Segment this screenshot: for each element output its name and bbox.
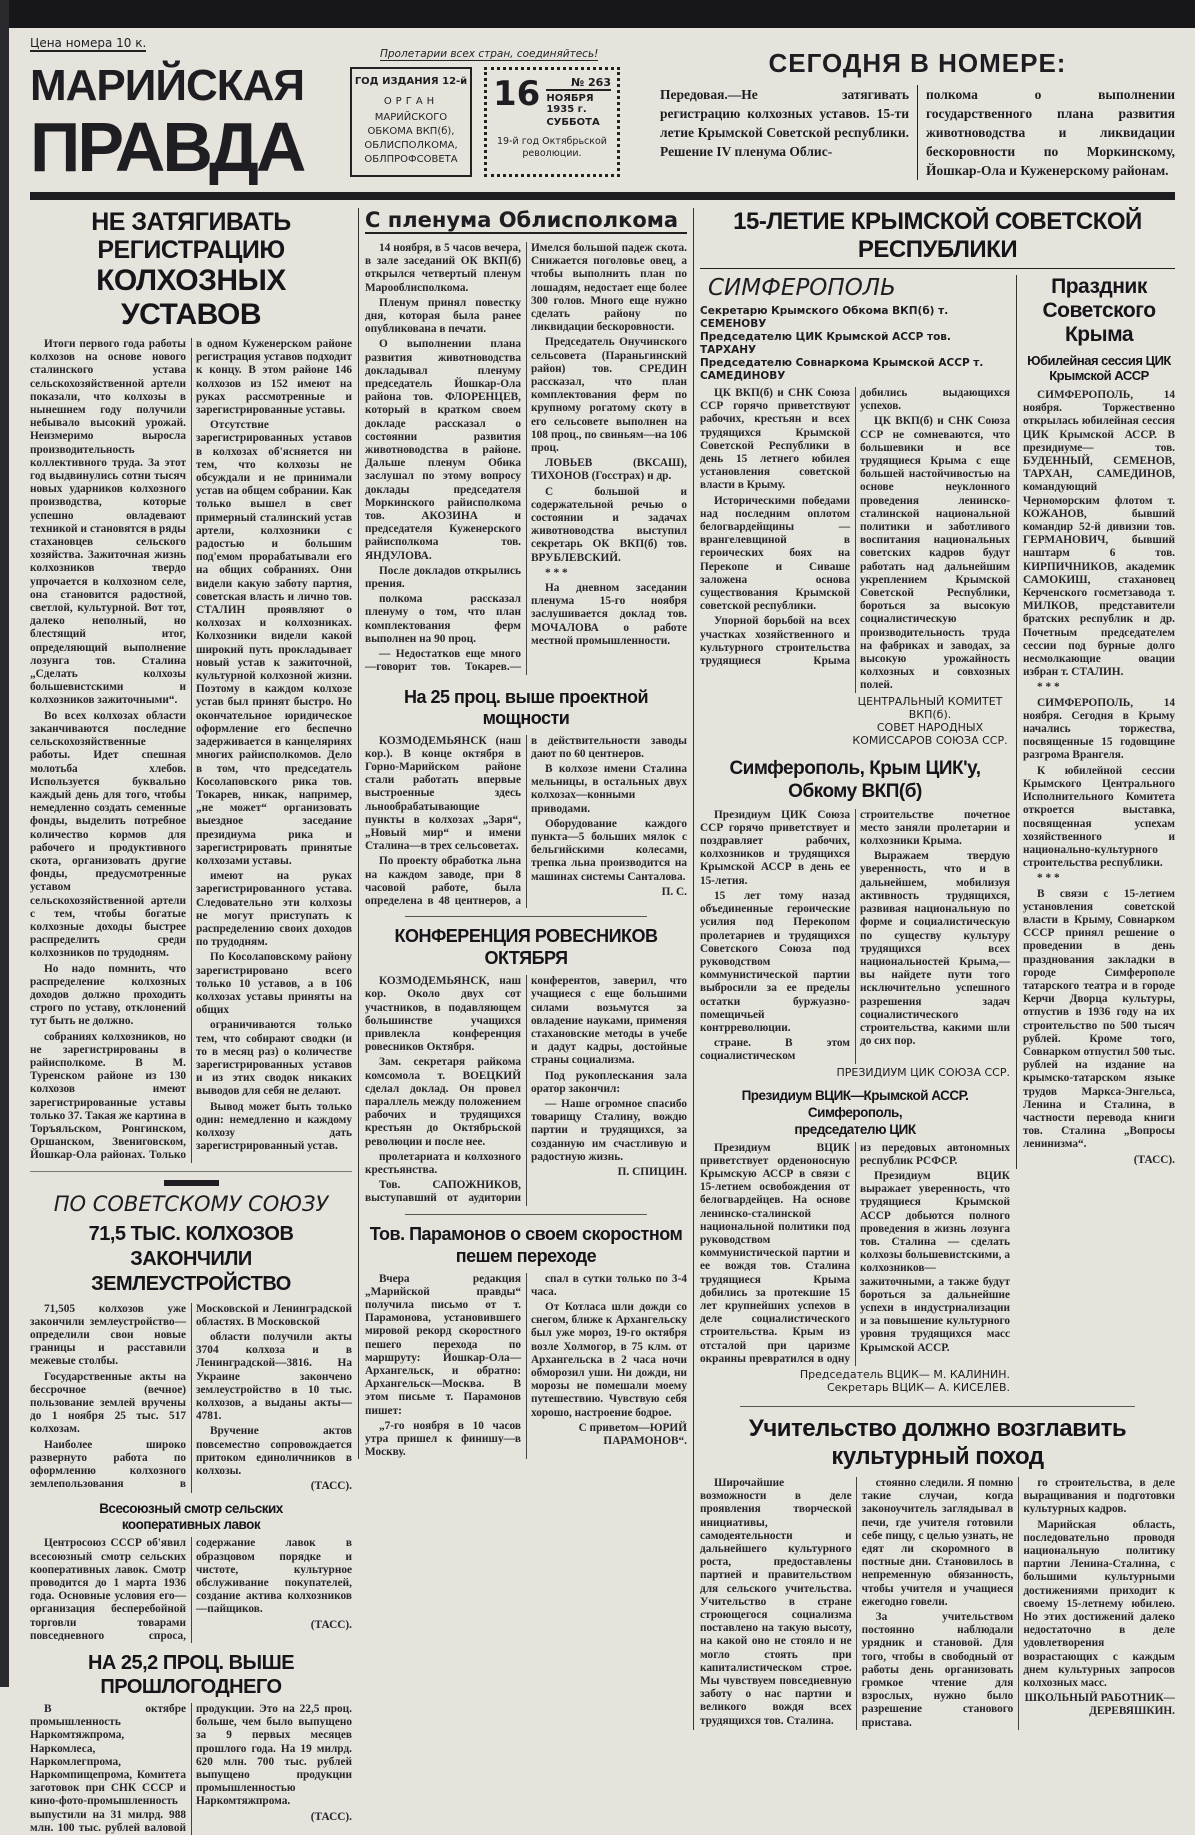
capacity-headline — [365, 687, 687, 729]
paragraph: КОЗМОДЕМЬЯНСК (наш кор.). В конце октября в Горно-Марийском районе стали работать впервые выстроенные здесь льнообрабатывающие пункты в колхозах „Заря“, „Новый мир“ и имени Сталина—в трех сельсоветах. — [365, 734, 521, 853]
ussr-body — [30, 1303, 352, 1494]
paragraph: Государственные акты на бессрочное (вечное) пользование землей вручены до 1 ноября 25 тыс. 517 колхозам. — [30, 1370, 186, 1436]
organ-of: МАРИЙСКОГО ОБКОМА ВКП(б), ОБЛИСПОЛКОМА, ОБЛПРОФСОВЕТА — [364, 112, 458, 165]
paragraph: Президиум ЦИК Союза ССР горячо приветствует и поздравляет рабочих, колхозников и трудящихся Крымской АССР в день ее 15-летия. — [700, 808, 850, 887]
ussr-title2: ЗАКОНЧИЛИ ЗЕМЛЕУСТРОЙСТВО — [91, 1247, 291, 1295]
paragraph: В связи с 15-летием установления советской власти в Крыму, Совнарком СССР принял решение о проведении в день празднования закладки в городе Симферополе татарского театра и в городе Керчи Дворца культуры, отпустив в 1936 году на их строительство по 500 тысяч рублей. Кроме того, Совнарком отпустил 500 тыс. рублей на издание на крымско-татарском языке трудов Маркса-Энгельса, Ленина и Сталина, в частности перевода книги тов. Сталина „Вопросы ленинизма“. — [1023, 887, 1175, 1151]
paragraph: 14 ноября, в 5 часов вечера, в зале заседаний ОК ВКП(б) открылся четвертый пленум Марооблисполкома. — [365, 242, 521, 294]
shops-title1: Всесоюзный смотр сельских — [99, 1501, 283, 1517]
masthead-boxes — [350, 67, 640, 177]
date-row — [493, 76, 611, 128]
paragraph: Зам. секретаря райкома комсомола т. ВОЕЦКИЙ сделал доклад. Он провел параллель между положением рабочих и трудящихся крестьян до Октябрьской революции и после нее. — [365, 1056, 521, 1148]
paragraph: Оборудование каждого пункта—5 больших мялок с бельгийскими колесами, трепка льна производится на машинах системы Санталова. — [531, 817, 687, 883]
signature-kalinin: Председатель ВЦИК— М. КАЛИНИН. — [799, 1367, 1010, 1381]
addressee: Секретарю Крымского Обкома ВКП(б) т. СЕМЕНОВУ — [700, 305, 949, 330]
editorial-headline — [30, 208, 352, 332]
paragraph: Во всех колхозах области заканчиваются последние сельскохозяйственные работы. Идет спешная молотьба хлебов. Используется буквально каждый день для того, чтобы немедленно создать семенные фонды, выделить потребное количество кормов для рабочего и продуктивного скота, организовать другие фонды, предусмотренные уставом сельскохозяйственной артели с тем, чтобы богатые колхозные доходы быстрее распределить среди колхозников по трудодням. — [30, 709, 186, 960]
cik-title1: Симферополь, Крым ЦИК'у, — [729, 757, 981, 779]
issue-number: № 263 — [546, 76, 611, 91]
paragraph: Выражаем твердую уверенность, что и в дальнейшем, мобилизуя активность трудящихся, развивая национальную по форме и социалистическую по существу культуру трудящихся всех национальностей Крыма,—вы найдете пути того исключительно успешного разрешения задач социалистического строительства, какими шли до сих пор. — [860, 850, 1010, 1048]
cik-headline — [700, 757, 1010, 803]
paragraph: На дневном заседании пленума 15-го ноября заслушивается доклад тов. МОЧАЛОВА о работе местной промышленности. — [531, 582, 687, 647]
holiday-subtitle: Юбилейная сессия ЦИК Крымской АССР — [1027, 353, 1171, 383]
vcik-headline — [700, 1087, 1010, 1138]
paragraph: ограничиваются только тем, что собирают сводки (и то в месяц раз) о количестве зарегистрированных уставов и из этих сводок никаких выводов для себя не делают. — [196, 1019, 352, 1098]
signature-cc: ЦЕНТРАЛЬНЫЙ КОМИТЕТ ВКП(б). — [857, 694, 1003, 721]
contents-columns — [660, 85, 1175, 180]
right-column — [693, 208, 1175, 1730]
paragraph: — Недостатков еще много —говорит тов. Токарев.— Имелся большой падеж скота. Снижается поголовье овец, а чтобы выполнить план по лошадям, недостает еще более 300 голов. Много еще нужно сделать району по ликвидации бескоровности. — [365, 242, 687, 674]
date-month-year: НОЯБРЯ 1935 г. — [546, 93, 594, 115]
paragraph: После докладов открылись прения. — [365, 564, 521, 591]
editorial-title2: КОЛХОЗНЫХ УСТАВОВ — [96, 264, 286, 331]
capacity-title1: На 25 проц. выше проектной — [403, 686, 649, 707]
masthead-logo-text2: ПРАВДА — [30, 108, 304, 186]
paragraph: го строительства, в деле выращивания и подготовки культурных кадров. — [1023, 1476, 1175, 1516]
year-of-publication: ГОД ИЗДАНИЯ 12-й — [354, 76, 468, 87]
paragraph: Широчайшие возможности в деле проявления творческой инициативы, самодеятельности и дальнейшего культурного роста, предоставлены партией и правительством для сельского учительства. Учительство в стране строющегося социализма поставлено на такую высоту, на какой оно не стояло и не могло стоять при капиталистическом строе. Мы чувствуем повседневную заботу о нас партии и великого вождя всех трудящихся тов. Сталина. — [700, 1476, 852, 1727]
signature-snk: СОВЕТ НАРОДНЫХ КОМИССАРОВ СОЮЗА ССР. — [852, 720, 1008, 747]
paragraph: СИМФЕРОПОЛЬ, 14 ноября. Торжественно открылась юбилейная сессия ЦИК Крымской АССР. В президиуме— тов. БУДЕННЫЙ, СЕМЕНОВ, ТАРХАН, САМЕДИНОВ, командующий Черноморским флотом т. КОЖАНОВ, бывший командир 52-й дивизии тов. ГЕРМАНОВИЧ, бывший наштарм 6 тов. КИРПИЧНИКОВ, академик САМОКИШ, стахановец Керченского госметзавода т. МИЛКОВ, представители братских республик и др. Почетным председателем сессии под бурные долго несмолкающие овации избран т. СТАЛИН. — [1023, 389, 1175, 679]
teachers-headline: Учительство должно возглавить культурный поход — [748, 1414, 1127, 1470]
paramonov-body — [365, 1273, 687, 1460]
conference-body — [365, 975, 687, 1205]
masthead — [30, 34, 1175, 184]
signature: (ТАСС). — [310, 1480, 352, 1493]
paragraph: ЦК ВКП(б) и СНК Союза ССР горячо приветствуют рабочих, крестьян и всех трудящихся Крымской Советской Республики в день 15 летнего юбилея установления советской власти в Крыму. — [700, 387, 850, 492]
price: Цена номера 10 к. — [30, 36, 147, 50]
ussr-title1: 71,5 ТЫС. КОЛХОЗОВ — [88, 1222, 294, 1245]
paragraph: От Котласа шли дожди со снегом, ближе к Архангельску был уже мороз, 19-го октября возле Холмогор, в 75 клм. от Архангельска в 2 часа ночи обморозил уши. Ни дожди, ни морозы не помешали моему путешествию. Чувствую себя хорошо, настроение бодрое. — [531, 1301, 687, 1419]
paragraph: ЛОВЬЕВ (ВКСАШ), ТИХОНОВ (Госстрах) и др. — [531, 457, 687, 483]
organ-label: ОРГАН — [383, 96, 439, 107]
contents-box — [660, 34, 1175, 180]
crimea-addressees — [700, 305, 1010, 383]
paragraph: области получили акты 3704 колхоза и в Ленинградской—3816. На Украине закончено землеустройство в 10 тыс. колхозов, а выданы акты—4781. — [196, 1331, 352, 1423]
left-column — [30, 208, 352, 1835]
section-rule — [405, 1214, 647, 1215]
masthead-logo-text1: МАРИЙСКАЯ — [30, 61, 305, 110]
shops-title2: кооперативных лавок — [121, 1517, 261, 1533]
paragraph: Президиум ВЦИК выражает уверенность, что трудящиеся Крымской АССР добьются полного проведения в жизнь лозунга тов. Сталина — сделать колхозы большевистскими, а колхозников—зажиточными, а также будут бороться за дальнейшие успехи в индустриализации и за повышение культурного уровня трудящихся масс Крымской АССР. — [860, 1169, 1010, 1354]
capacity-title2: мощности — [482, 707, 570, 728]
cik-body — [700, 809, 1010, 1064]
middle-column — [358, 208, 687, 1459]
paragraph: стоянно следили. Я помню такие случаи, когда законоучитель заглядывал в печи, где учителя готовили себе пищу, с целью узнать, не едят ли скоромного в постные дни. Становилось в непременную обязанность, чтобы учителя и учащиеся ежегодно говели. — [861, 1476, 1014, 1608]
vcik-title1: Президиум ВЦИК—Крымской АССР. Симферополь, — [741, 1087, 969, 1120]
page-body — [30, 208, 1175, 1835]
paragraph: К юбилейной сессии Крымского Центрального Исполнительного Комитета откроется выставка, посвященная успехам хозяйственного и национально-культурного строительства республики. — [1023, 764, 1175, 870]
paragraph: собраниях колхозников, но не зарегистрированы в райисполкоме. В М. Туренском районе из 130 колхозов имеют зарегистрированные уставы только 37. Такая же картина в Торъяльском, Ронгинском, Оршанском, Звениговском, Йошкар-Ола районах. Только в одном Куженерском районе регистрация уставов подходит к концу. В этом районе 146 колхозов из 152 имеют на руках рассмотренные и зарегистрированные уставы. — [30, 338, 352, 1162]
addressee: Председателю Совнаркома Крымской АССР т. САМЕДИНОВУ — [700, 357, 984, 382]
paragraph: СИМФЕРОПОЛЬ, 14 ноября. Сегодня в Крыму начались торжества, посвященные 15 годовщине разгрома Врангеля. — [1023, 696, 1175, 762]
signature: П. СПИЦИН. — [617, 1165, 687, 1178]
paragraph: В колхозе имени Сталина мельницы, в остальных двух колхозах—конными приводами. — [531, 762, 687, 815]
masthead-center — [350, 34, 640, 177]
scan-top-edge — [0, 0, 1195, 28]
signature: (ТАСС). — [310, 1810, 352, 1823]
paragraph: Центросоюз СССР об'явил всесоюзный смотр сельских кооперативных лавок. Смотр проводится до 1 марта 1936 года. Основные условия его—организация бесперебойной торговли товарами повседневного спроса, содержание лавок в образцовом порядке и чистоте, культурное обслуживание покупателей, создание актива колхозников—пайщиков. — [30, 1537, 352, 1642]
teachers-body — [700, 1477, 1175, 1730]
crimea-banner: 15-ЛЕТИЕ КРЫМСКОЙ СОВЕТСКОЙ РЕСПУБЛИКИ — [700, 208, 1175, 269]
contents-title: СЕГОДНЯ В НОМЕРЕ: — [768, 48, 1067, 78]
scan-left-edge — [0, 0, 9, 1687]
paragraph: стране. В этом социалистическом строительстве почетное место заняли пролетарии и колхозники Крыма. — [700, 808, 1010, 1063]
paragraph: По проекту обработка льна на каждом заводе, при 8 часовой работе, была определена в 48 центнеров, а в действительности заводы дают по 60 центнеров. — [365, 734, 687, 907]
paragraph: 71,505 колхозов уже закончили землеустройство—определили свои новые границы и расставили межевые столбы. — [30, 1302, 186, 1368]
date-day: 16 — [493, 74, 541, 114]
paragraph: Пленум принял повестку дня, которая была ранее опубликована в печати. — [365, 296, 521, 336]
holiday-column — [1016, 275, 1175, 1169]
revolution-year: 19-й год Октябрьской революции. — [496, 136, 607, 159]
paragraph: О выполнении плана развития животноводства докладывал пленуму председатель Йошкар-Ола района тов. ФЛОРЕНЦЕВ, который в кратком своем докладе рассказал о состоянии развития животноводства в районе. Дальше пленум Обика заслушал по этому вопросу доклады председателя Моркинского райисполкома тов. АКОЗИНА и председателя Куженерского райисполкома тов. ЯНДУЛОВА. — [365, 338, 521, 562]
paragraph: КОЗМОДЕМЬЯНСК, наш кор. Около двух сот участников, в подавляющем большинстве учащихся привлекла конференция ровесников Октября. — [365, 975, 521, 1054]
paragraph: „7-го ноября в 10 часов утра пришел к финишу—в Москву. — [365, 1419, 521, 1459]
cik-title2: Обкому ВКП(б) — [788, 780, 922, 802]
holiday-headline: Праздник Советского Крыма — [1042, 275, 1156, 346]
paramonov-title1: Тов. Парамонов о своем скоростном — [369, 1223, 683, 1244]
plenum-headline: С пленума Облисполкома — [365, 208, 687, 234]
ussr-section-title: ПО СОВЕТСКОМУ СОЮЗУ — [53, 1191, 329, 1216]
paragraph: За учительством постоянно наблюдали урядник и становой. Для того, чтобы в свободный от работы день организовать громкое чтение для взрослых, нужно было разрешение станового пристава. — [861, 1611, 1014, 1729]
vcik-signature — [700, 1368, 1010, 1394]
paragraph: Историческими победами над последним оплотом белогвардейщины — врангелевщиной в героических боях на Перекопе и Сиваше заложена основа существования Крымской советской республики. — [700, 494, 850, 613]
paragraph: — Наше огромное спасибо товарищу Сталину, вождю партии и трудящихся, за созданную им счастливую и радостную жизнь. — [531, 1097, 687, 1163]
signature: (ТАСС). — [1133, 1153, 1175, 1166]
paragraph: Председатель Онучинского сельсовета (Параньгинский район) тов. СРЕДИН рассказал, что план комплектования ферм по крупному рогатому скоту в его сельсовете выполнен на 108 проц., по свиньям—на 106 проц. — [531, 336, 687, 455]
masthead-rule — [30, 192, 1175, 200]
cik-signature: ПРЕЗИДИУМ ЦИК СОЮЗА ССР. — [836, 1065, 1010, 1079]
industry-headline: НА 25,2 ПРОЦ. ВЫШЕ ПРОШЛОГОДНЕГО — [87, 1652, 295, 1699]
paragraph: ЦК ВКП(б) и СНК Союза ССР не сомневаются, что большевики и все трудящиеся Крыма с еще большей настойчивостью на основе неуклонного проведения ленинско-сталинской национальной политики и заботливого воспитания национальных советских кадров будут работать над дальнейшим укреплением Крымской Советской Республики, бороться за высокую социалистическую производительность труда на фабриках и заводах, за высокую урожайность колхозных и совхозных полей. — [860, 415, 1010, 692]
paragraph: Вручение актов повсеместно сопровождается притоком единоличников в колхозы. — [196, 1425, 352, 1478]
vcik-body — [700, 1142, 1010, 1366]
holiday-body — [1023, 389, 1175, 1169]
signature: П. С. — [661, 885, 687, 898]
paragraph: Тов. САПОЖНИКОВ, выступавший от аудитории конферентов, заверил, что учащиеся с еще большими силами возьмутся за овладение науками, применяя стахановские методы в учебе и дадут кадры, достойные страны социализма. — [365, 975, 687, 1205]
paragraph: В октябре промышленность Наркомтяжпрома, Наркомлеса, Наркомлегпрома, Наркомпищепрома, Комитета заготовок при СНК СССР и кино-фото-промышленность выпустили на 31 милрд. 988 млн. 100 тыс. рублей валовой продукции. Это на 22,5 проц. больше, чем было выпущено за 9 первых месяцев прошлого года. На 19 милрд. 620 млн. 700 тыс. рублей выпущено продукции промышленностью Наркомтяжпрома. — [30, 1703, 352, 1834]
conference-headline: КОНФЕРЕНЦИЯ РОВЕСНИКОВ ОКТЯБРЯ — [394, 926, 658, 969]
signature: ШКОЛЬНЫЙ РАБОТНИК— ДЕРЕВЯШКИН. — [1024, 1692, 1175, 1718]
vcik-title2: председателю ЦИК — [794, 1121, 916, 1137]
paramonov-title2: пешем переходе — [455, 1245, 597, 1266]
paragraph: Марийская область, последовательно проводя национальную политику партии Ленина-Сталина, с большими культурными достижениями приходит к своему 15-летнему юбилею. Но этих достижений далеко недостаточно в деле удовлетворения возрастающих с каждым днем культурных запросов колхозных масс. — [1023, 1518, 1175, 1690]
section-rule — [30, 1171, 352, 1172]
paragraph: С большой и содержательной речью о состоянии и задачах животноводства выступил секретарь ОК ВКП(б) тов. ВРУБЛЕВСКИЙ. — [531, 485, 687, 564]
paramonov-headline — [365, 1223, 687, 1267]
crimea-body — [700, 387, 1010, 693]
shops-headline — [30, 1501, 352, 1533]
paragraph: * * * — [545, 566, 568, 579]
paragraph: спал в сутки только по 3-4 часа. — [531, 1272, 687, 1298]
crimea-section — [700, 275, 1175, 1398]
paragraph: По Косолаповскому району зарегистрировано всего только 10 уставов, а в 106 колхозах уставы приняты на общих — [196, 951, 352, 1017]
paragraph: 15 лет тому назад объединенные героические усилия под Перекопом пролетариев и трудящихся Советского Союза под руководством коммунистической партии выбросили за ее пределы остатки буржуазно-помещичьей контрреволюции. — [700, 889, 850, 1034]
paragraph: Отсутствие зарегистрированных уставов в колхозах об'ясняется ни тем, что колхозы не обсуждали и не принимали устав на общем собрании. Как только вышел в свет примерный сталинский устав артели, колхозники с радостью и большим под'емом прорабатывали его на общих собраниях. Они видели какую заботу партия, советская власть и лично тов. СТАЛИН проявляют о колхозах и колхозниках. Колхозники видели какой широкий путь прокладывает новый устав к зажиточной, культурной колхозной жизни. Поэтому в каждом колхозе устав был принят быстро. Но окончательное юридическое оформление его беспечно задерживается в канцеляриях многих райисполкомов. Дело в том, что председатель Косолаповского рика тов. Токарев, никак, например, „не может“ организовать выездное заседание президиума рика и зарегистрировать принятые колхозами уставы. — [196, 419, 352, 867]
paragraph: * * * — [1037, 872, 1060, 885]
paragraph: Но надо помнить, что распределение колхозных доходов должно проходить строго по уставу, отклонений тут быть не должно. — [30, 962, 186, 1028]
weekday: СУББОТА — [546, 117, 600, 128]
paragraph: Вывод может быть только один: немедленно и каждому колхозу дать зарегистрированный устав. — [196, 1100, 352, 1153]
paragraph: Наиболее широко развернуто работа по оформлению колхозного землепользования в Московской и Ленинградской областях. В Московской — [30, 1302, 352, 1491]
signature: (ТАСС). — [310, 1618, 352, 1631]
organ-box — [350, 67, 472, 177]
paragraph: Под рукоплескания зала оратор закончил: — [531, 1069, 687, 1095]
capacity-body — [365, 735, 687, 909]
industry-body — [30, 1703, 352, 1835]
contents-col2: полкома о выполнении государственного плана развития животноводства и ликвидации бескоровности по Моркинскому, Йошкар-Ола и Куженерскому районам. — [926, 87, 1175, 178]
paragraph: Упорной борьбой на всех участках хозяйственного и культурного строительства трудящиеся Крыма добились выдающихся успехов. — [700, 387, 1010, 668]
paragraph: полкома рассказал пленуму о том, что план комплектования ферм выполнен на 90 проц. — [365, 593, 521, 645]
date-details — [546, 76, 611, 128]
paragraph: пролетариата и колхозного крестьянства. — [365, 1150, 521, 1176]
ussr-headline — [30, 1222, 352, 1297]
paragraph: Вчера редакция „Марийской правды“ получила письмо от т. Парамонова, установившего мировой рекорд скоростного пешего перехода по маршруту: Йошкар-Ола—Архангельск, и обратно: Архангельск—Москва. В этом письме т. Парамонов пишет: — [365, 1272, 521, 1417]
editorial-title1: НЕ ЗАТЯГИВАТЬ РЕГИСТРАЦИЮ — [91, 208, 291, 264]
section-rule — [405, 916, 647, 917]
signature-kiselev: Секретарь ВЦИК— А. КИСЕЛЕВ. — [826, 1380, 1010, 1394]
ornament-bar — [164, 1180, 219, 1186]
date-box — [484, 67, 620, 177]
plenum-body — [365, 242, 687, 675]
paragraph: Итоги первого года работы колхозов на основе нового сталинского устава сельскохозяйственной артели показали, что колхозы в нынешнем году получили небывало высокий урожай. Неизмеримо выросла производительность коллективного труда. За этот год выдвинулись сотни тысяч новых ударников колхозного производства, которые успешно овладевают техникой и становятся в ряды стахановцев сельского хозяйства. Зажиточная жизнь колхозников твердо упрочается в колхозном селе, она становится радостной, светлой, культурной. Вот тот, далеко неполный, но блестящий итог, определяющий выполнение лозунга тов. Сталина „Сделать колхозы большевистскими и колхозников зажиточными“. — [30, 338, 186, 707]
signature: С приветом—ЮРИЙ ПАРАМОНОВ“. — [578, 1421, 687, 1448]
paragraph: Президиум ВЦИК приветствует орденоносную Крымскую АССР в связи с 15-летием освобождения от белогвардейцев. На основе ленинско-сталинской национальной политики под руководством коммунистической партии и ее вождя тов. Сталина трудящиеся Крыма добились за протекшие 15 лет крупнейших успехов в деле социалистического строительства. Крым из отсталой при царизме окраины превратился в одну из передовых автономных республик РСФСР. — [700, 1141, 1010, 1365]
slogan: Пролетарии всех стран, соединяйтесь! — [380, 48, 599, 60]
newspaper-page — [30, 34, 1175, 1835]
shops-body — [30, 1537, 352, 1643]
contents-col1: Передовая.—Не затягивать регистрацию колхозных уставов. 15-ти летие Крымской Советской республики. Решение IV пленума Облис- — [660, 85, 918, 180]
paragraph: * * * — [1037, 681, 1060, 694]
masthead-logo — [30, 34, 330, 184]
crimea-stack — [700, 275, 1010, 1398]
crimea-signature — [850, 695, 1010, 747]
section-rule — [740, 1406, 1135, 1407]
paragraph: имеют на руках зарегистрированного устава. Следовательно эти колхозы не могут приступать к распределению своих доходов по трудодням. — [196, 870, 352, 949]
crimea-dateline: СИМФЕРОПОЛЬ — [708, 275, 896, 301]
editorial-body — [30, 338, 352, 1163]
addressee: Председателю ЦИК Крымской АССР тов. ТАРХАНУ — [700, 331, 951, 356]
